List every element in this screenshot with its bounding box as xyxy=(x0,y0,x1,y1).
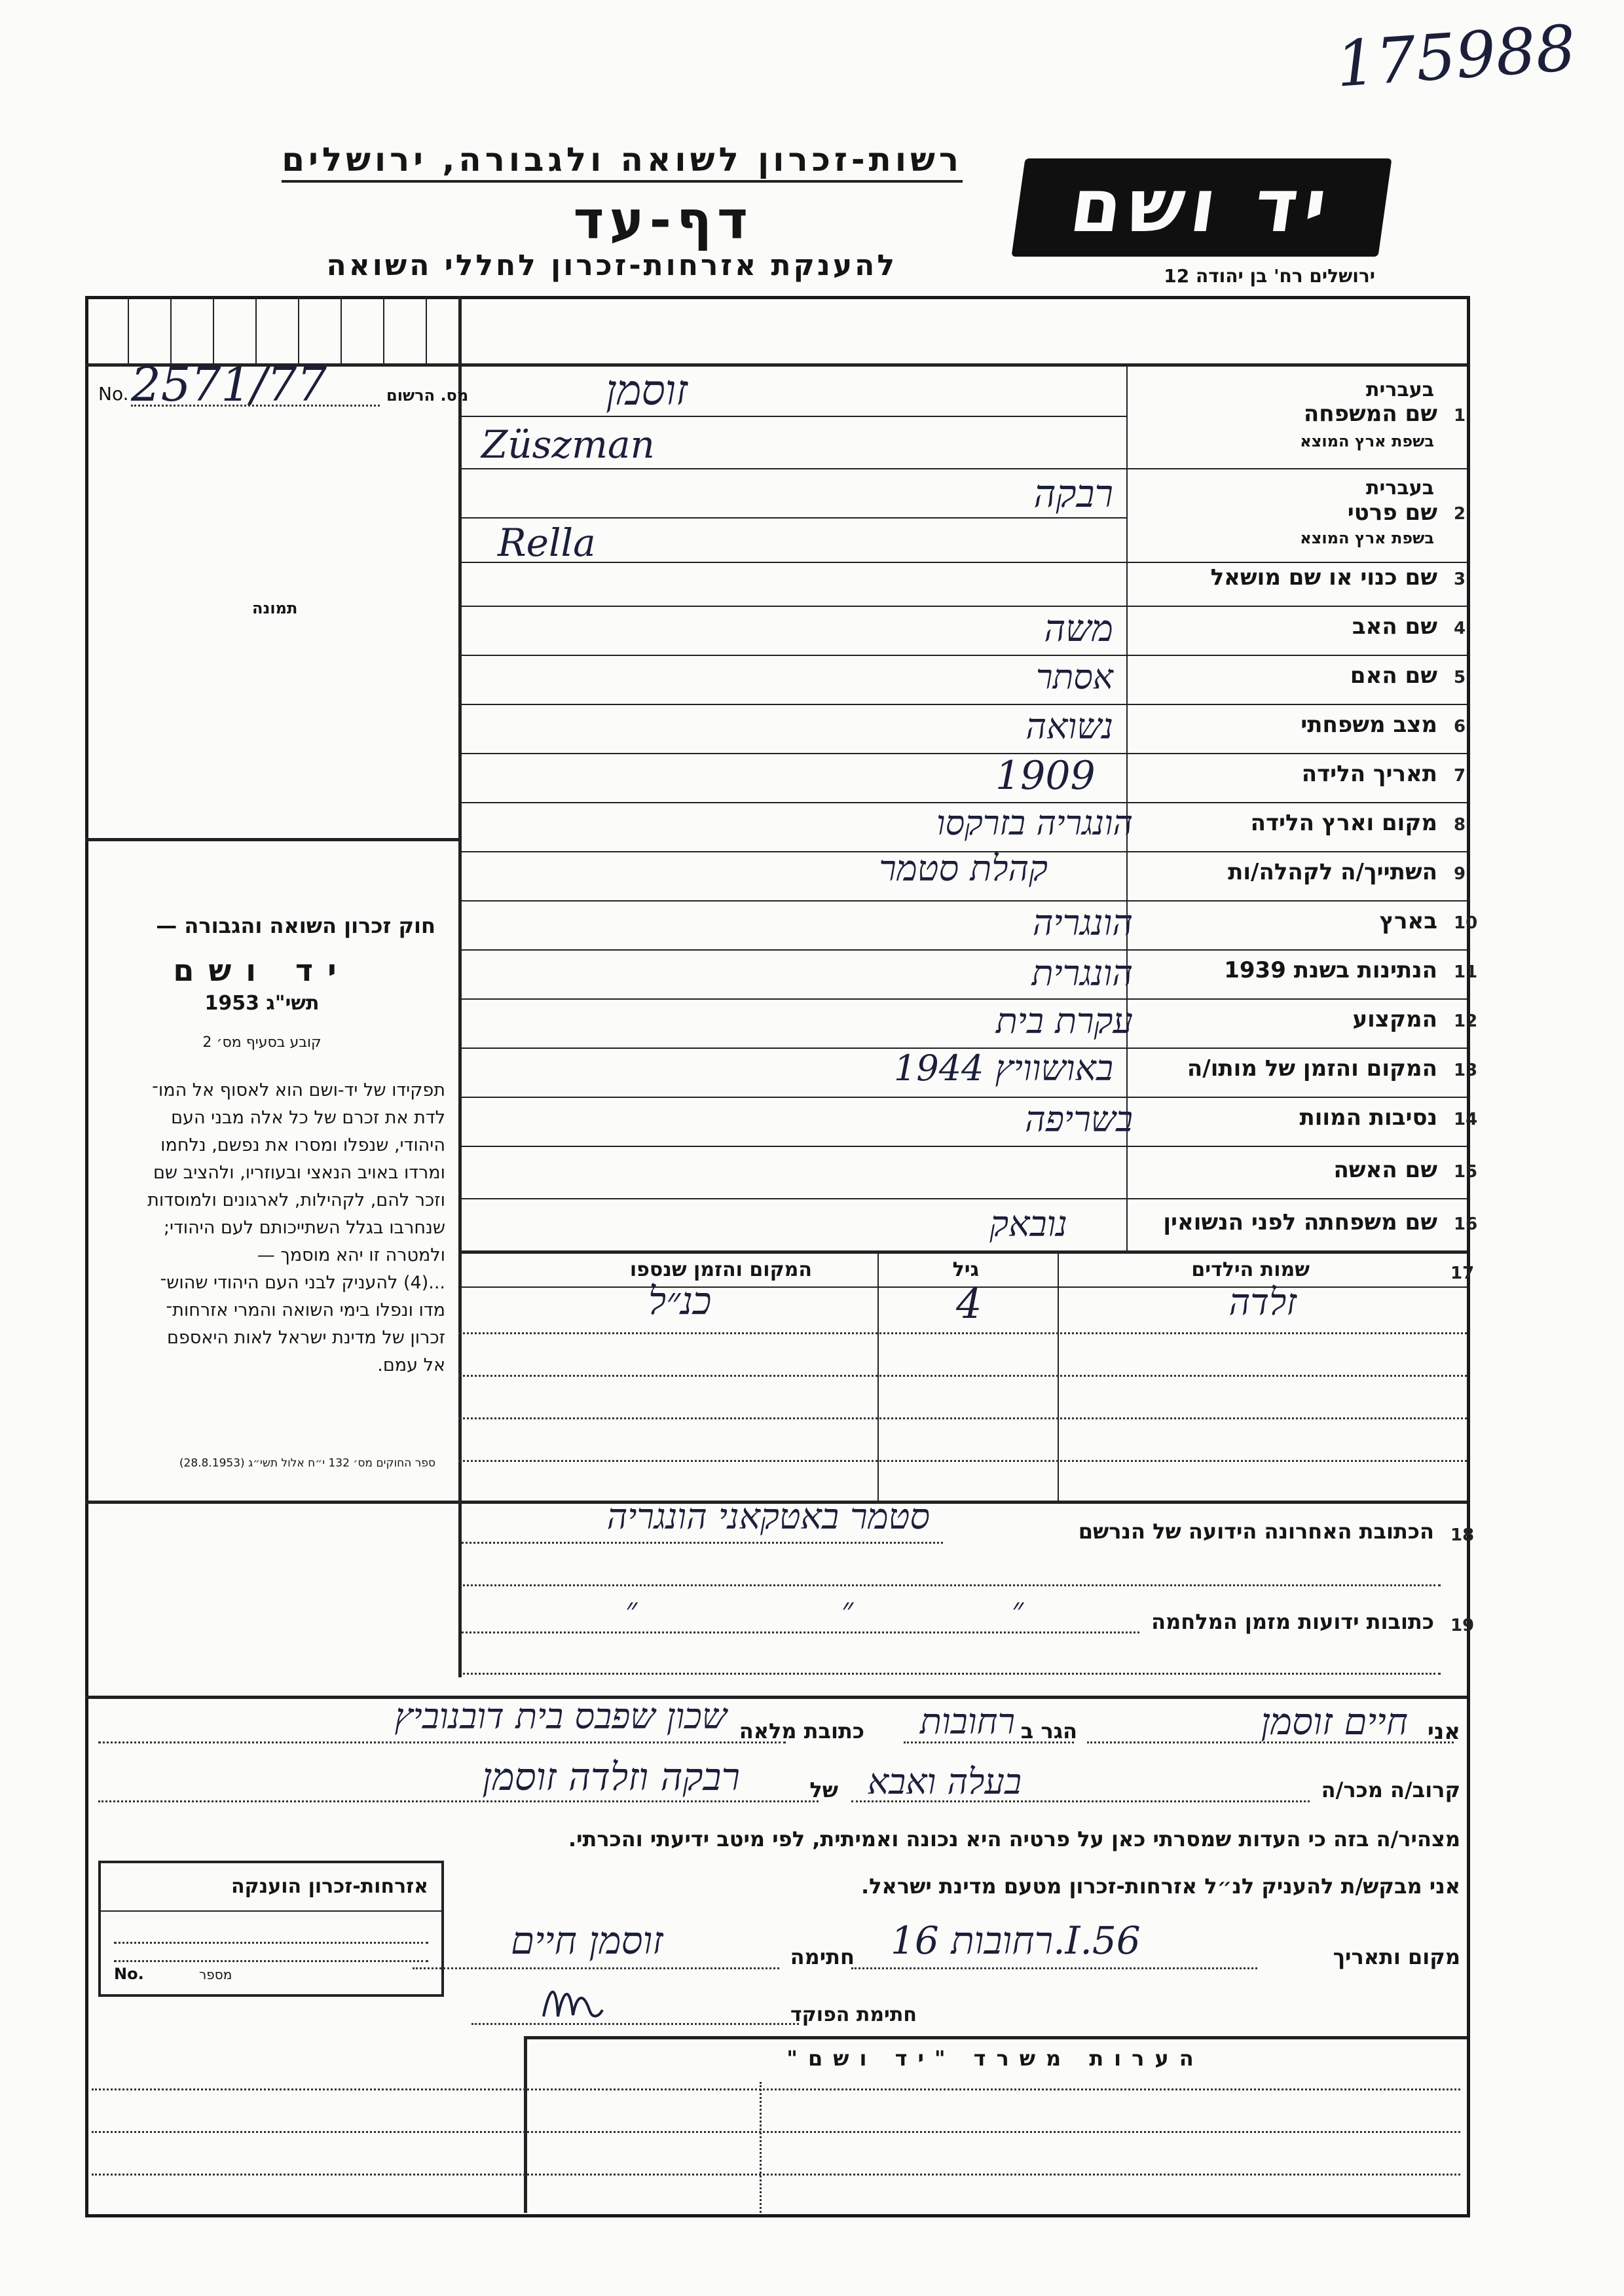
table-row xyxy=(458,1279,1467,1332)
child-name: זלדה xyxy=(1228,1281,1297,1324)
relation: בעלה ואבא xyxy=(867,1761,1022,1802)
last-address: סטמר באטקאני הונגריה xyxy=(606,1496,930,1537)
field-label-community: השתייך/ה לקהלה/ות xyxy=(1228,859,1437,885)
first-name-hebrew: רבקה xyxy=(1033,471,1113,516)
field-number: 8 xyxy=(1454,815,1466,835)
child-age: 4 xyxy=(956,1280,982,1328)
field-label-citizenship-1939: הנתינות בשנת 1939 xyxy=(1224,957,1437,983)
declarant-name: חיים זוסמן xyxy=(1261,1701,1408,1743)
first-name-origin: Rella xyxy=(498,520,596,565)
field-sub-hebrew: בעברית xyxy=(1366,378,1434,401)
last-address-label: הכתובת האחרונה הידועה של הנרשם xyxy=(1078,1519,1434,1544)
field-label-profession: המקצוע xyxy=(1352,1006,1437,1032)
law-line: וזכר להם, לקהילות, לארגונים ולמוסדות xyxy=(147,1190,445,1211)
field-sub-origin: בשפת ארץ המוצא xyxy=(1300,432,1434,450)
field-label-maiden-name: שם משפחתה לפני הנשואין xyxy=(1163,1209,1437,1235)
field-label-alias: שם כנוי או שם מושאל xyxy=(1210,564,1437,591)
death-place-time: באושוויץ 1944 xyxy=(893,1048,1113,1089)
declarant-ani: אני xyxy=(1427,1719,1460,1745)
officer-signature-label: חתימת הפוקד xyxy=(790,2003,917,2026)
field-number: 11 xyxy=(1454,962,1478,982)
country: הונגריה xyxy=(1032,902,1133,943)
subtitle: להענקת אזרחות-זכרון לחללי השואה xyxy=(326,249,897,282)
field-label-death-circumstances: נסיבות המוות xyxy=(1299,1104,1437,1131)
field-sub-hebrew: בעברית xyxy=(1366,477,1434,500)
children-col-names: שמות הילדים xyxy=(1191,1258,1310,1281)
law-heading: חוק זכרון השואה והגבורה — xyxy=(156,913,435,938)
law-line: לדת את זכרם של כל אלה מבני העם xyxy=(171,1108,445,1128)
registration-label: מס. הרשום xyxy=(386,386,469,405)
declaration-text: מצהיר/ה בזה כי העדות שמסרתי כאן על פרטיה היא נכונה ואמיתית, לפי מיטב ידיעתי והכרתי. xyxy=(568,1827,1460,1851)
address: ירושלים רח' בן יהודה 12 xyxy=(1164,265,1375,287)
field-label-birth-date: תאריך הלידה xyxy=(1301,761,1437,787)
field-number: 13 xyxy=(1454,1061,1478,1080)
law-line: תפקידו של יד-ושם הוא לאסוף אל המו־ xyxy=(152,1080,445,1101)
relation-of-label: של xyxy=(809,1777,838,1802)
birth-date: 1909 xyxy=(995,753,1096,799)
citizenship-box-no-label: No. xyxy=(114,1965,144,1983)
relation-of: רבקה וזלדה זוסמן xyxy=(482,1755,740,1799)
war-address-label: כתובות ידועות מזמן המלחמה xyxy=(1151,1609,1434,1634)
authority-title: רשות-זכרון לשואה ולגבורה, ירושלים xyxy=(282,141,963,183)
officer-signature-icon xyxy=(537,1971,609,2032)
profession: עקרת בית xyxy=(995,1000,1133,1042)
yad-vashem-logo xyxy=(1011,158,1392,257)
field-number: 16 xyxy=(1454,1214,1478,1234)
mother-name: אסתר xyxy=(1035,658,1113,697)
field-number: 17 xyxy=(1450,1264,1475,1283)
field-number: 3 xyxy=(1454,570,1466,589)
declarant-city: רחובות xyxy=(919,1701,1015,1742)
field-label-father: שם האב xyxy=(1352,613,1437,640)
office-notes-title: הערות משרד "יד ושם" xyxy=(786,2046,1204,2071)
citizenship-box xyxy=(98,1861,444,1997)
registration-no-label: No. xyxy=(98,383,129,405)
marital-status: נשואה xyxy=(1025,706,1113,747)
declarant-address-label: כתובת מלאה xyxy=(739,1719,864,1743)
community: קהלת סטמר xyxy=(879,848,1048,889)
field-label-mother: שם האם xyxy=(1350,663,1437,689)
photo-label: תמונה xyxy=(252,599,298,617)
father-name: משה xyxy=(1044,608,1113,650)
ditto-mark: ״ xyxy=(625,1591,638,1628)
declarant-signature: זוסמן חיים xyxy=(511,1918,663,1963)
field-label-wife-name: שם האשה xyxy=(1333,1157,1437,1183)
declarant-address: שכון שפבס בית דובנוביץ xyxy=(394,1696,727,1737)
field-label-marital-status: מצב משפחתי xyxy=(1301,712,1437,738)
law-line: אל עמם. xyxy=(377,1355,445,1376)
law-line: ומרדו באויב הנאצי ובעוזריו, ולהציב שם xyxy=(153,1163,445,1183)
field-number: 2 xyxy=(1454,504,1466,524)
law-line: זכרון של מדינת ישראל לאות היאספם xyxy=(167,1328,445,1348)
field-number: 9 xyxy=(1454,864,1466,884)
citizenship-1939: הונגרית xyxy=(1031,953,1133,994)
child-death-place: כנ״ל xyxy=(648,1279,712,1323)
field-label-first-name: שם פרטי xyxy=(1347,500,1437,526)
law-line: ולמטרה זו יהא מוסמך — xyxy=(257,1245,445,1266)
law-line: היהודי, שנפלו ומסרו את נפשם, נלחמו xyxy=(160,1135,445,1156)
law-footnote: ספר החוקים מס׳ 132 י״ח אלול תשי״ג (28.8.1953) xyxy=(179,1457,435,1470)
law-line: מדו ונפלו בימי השואה והמרי אזרחות־ xyxy=(166,1300,445,1321)
field-number: 10 xyxy=(1454,913,1478,933)
children-col-age: גיל xyxy=(952,1258,979,1281)
family-name-origin: Züszman xyxy=(481,422,655,467)
death-circumstances: בשריפה xyxy=(1025,1099,1133,1140)
field-number: 1 xyxy=(1454,406,1466,426)
registration-number: 2571/77 xyxy=(131,357,327,412)
law-name: יד ושם xyxy=(173,953,351,988)
law-clause: קובע בסעיף מס׳ 2 xyxy=(202,1034,322,1051)
field-number: 15 xyxy=(1454,1162,1478,1182)
ditto-mark: ״ xyxy=(841,1591,854,1628)
ditto-mark: ״ xyxy=(1012,1591,1024,1628)
field-number: 19 xyxy=(1450,1616,1475,1635)
law-line: שנחרבו בגלל השתייכותם לעם היהודי; xyxy=(163,1218,445,1238)
field-number: 12 xyxy=(1454,1011,1478,1031)
family-name-hebrew: זוסמן xyxy=(606,367,688,415)
field-label-family-name: שם המשפחה xyxy=(1303,401,1437,427)
citizenship-box-title: אזרחות-זכרון הוענקה xyxy=(231,1875,428,1898)
law-year: תשי"ג 1953 xyxy=(204,992,320,1015)
declarant-lives-label: הגר ב xyxy=(1020,1719,1077,1743)
law-line: ...(4) להעניק לבני העם היהודי שהוש־ xyxy=(160,1273,445,1293)
field-number: 5 xyxy=(1454,668,1466,687)
place-date-label: מקום ותאריך xyxy=(1333,1944,1460,1969)
form-title: דף-עד xyxy=(573,190,753,251)
place-date: רחובות 16.I.56 xyxy=(891,1918,1141,1963)
relation-label: קרוב/ה מכר/ה xyxy=(1321,1777,1460,1802)
field-number: 14 xyxy=(1454,1110,1478,1129)
signature-label: חתימה xyxy=(790,1944,855,1969)
birth-place: הונגריה בזרקסו xyxy=(936,804,1133,843)
law-paragraph xyxy=(75,1077,445,1379)
field-label-death-place-time: המקום והזמן של מותו/ה xyxy=(1187,1055,1437,1082)
field-number: 7 xyxy=(1454,766,1466,786)
maiden-name: נובאק xyxy=(989,1203,1067,1245)
serial-number: 175988 xyxy=(1333,11,1578,101)
children-col-place: המקום והזמן שנספו xyxy=(629,1258,812,1281)
request-text: אני מבקש/ת להעניק לנ״ל אזרחות-זכרון מטעם מדינת ישראל. xyxy=(861,1874,1460,1899)
field-number: 18 xyxy=(1450,1525,1475,1545)
field-sub-origin: בשפת ארץ המוצא xyxy=(1300,529,1434,547)
logo-text: יד ושם xyxy=(1065,164,1338,249)
field-number: 6 xyxy=(1454,717,1466,737)
citizenship-box-number-label: מספר xyxy=(199,1967,232,1982)
field-number: 4 xyxy=(1454,619,1466,638)
field-label-country: בארץ xyxy=(1379,908,1437,934)
field-label-birth-place: מקום וארץ הלידה xyxy=(1250,810,1437,836)
